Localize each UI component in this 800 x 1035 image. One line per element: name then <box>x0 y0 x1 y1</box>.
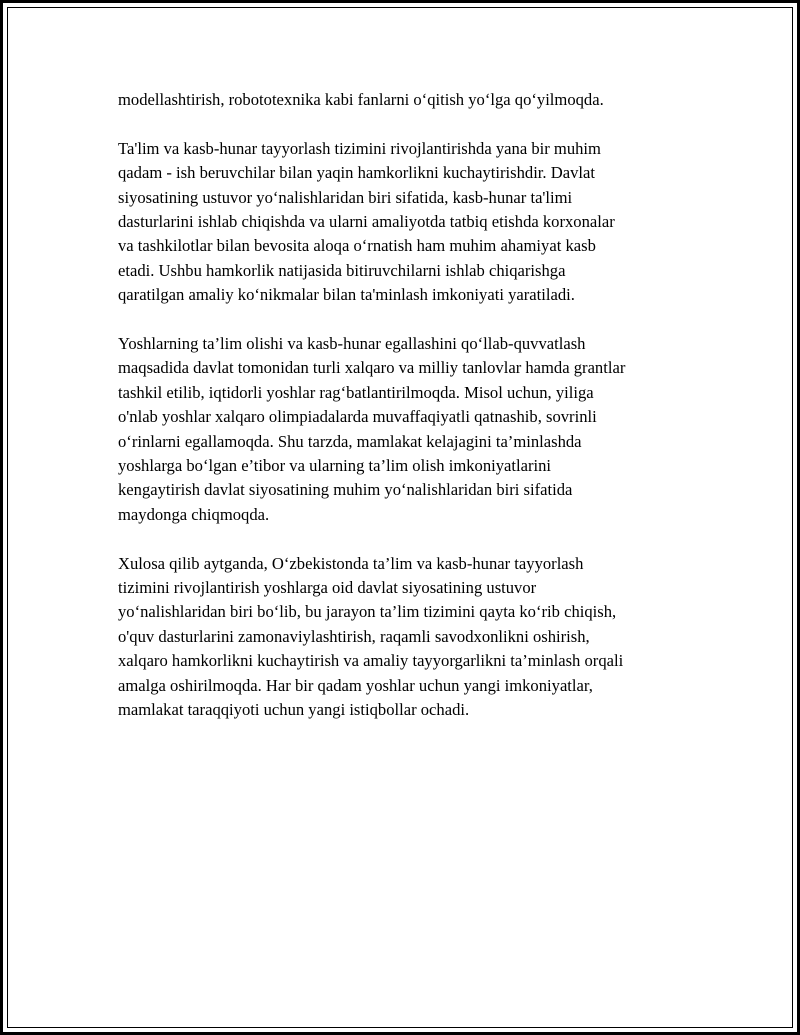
document-body <box>118 88 688 747</box>
paragraph-youth-support: Yoshlarning ta’lim olishi va kasb-hunar egallashini qo‘llab-quvvatlash maqsadida davlat tomonidan turli xalqaro va milliy tanlovlar hamda grantlar tashkil etilib, iqtidorli yoshlar rag‘batlantirilmoqda. Misol uchun, yiliga o'nlab yoshlar xalqaro olimpiadalarda muvaffaqiyatli qatnashib, sovrinli o‘rinlarni egallamoqda. Shu tarzda, mamlakat kelajagini ta’minlashda yoshlarga bo‘lgan e’tibor va ularning ta’lim olish imkoniyatlarini kengaytirish davlat siyosatining muhim yo‘nalishlaridan biri sifatida maydonga chiqmoqda. <box>118 334 626 524</box>
paragraph-employer-cooperation: Ta'lim va kasb-hunar tayyorlash tizimini rivojlantirishda yana bir muhim qadam - ish beruvchilar bilan yaqin hamkorlikni kuchaytirishdir. Davlat siyosatining ustuvor yo‘nalishlaridan biri sifatida, kasb-hunar ta'limi dasturlarini ishlab chiqishda va ularni amaliyotda tatbiq etishda korxonalar va tashkilotlar bilan bevosita aloqa o‘rnatish ham muhim ahamiyat kasb etadi. Ushbu hamkorlik natijasida bitiruvchilarni ishlab chiqarishga qaratilgan amaliy ko‘nikmalar bilan ta'minlash imkoniyati yaratiladi. <box>118 138 615 305</box>
paragraph-continuation: modellashtirish, robototexnika kabi fanlarni o‘qitish yo‘lga qo‘yilmoqda. <box>118 90 604 109</box>
paragraph-conclusion: Xulosa qilib aytganda, O‘zbekistonda ta’lim va kasb-hunar tayyorlash tizimini rivojlantirish yoshlarga oid davlat siyosatining ustuvor yo‘nalishlaridan biri bo‘lib, bu jarayon ta’lim tizimini qayta ko‘rib chiqish, o'quv dasturlarini zamonaviylashtirish, raqamli savodxonlikni oshirish, xalqaro hamkorlikni kuchaytirish va amaliy tayyorgarlikni ta’minlash orqali amalga oshirilmoqda. Har bir qadam yoshlar uchun yangi imkoniyatlar, mamlakat taraqqiyoti uchun yangi istiqbollar ochadi. <box>118 553 624 720</box>
